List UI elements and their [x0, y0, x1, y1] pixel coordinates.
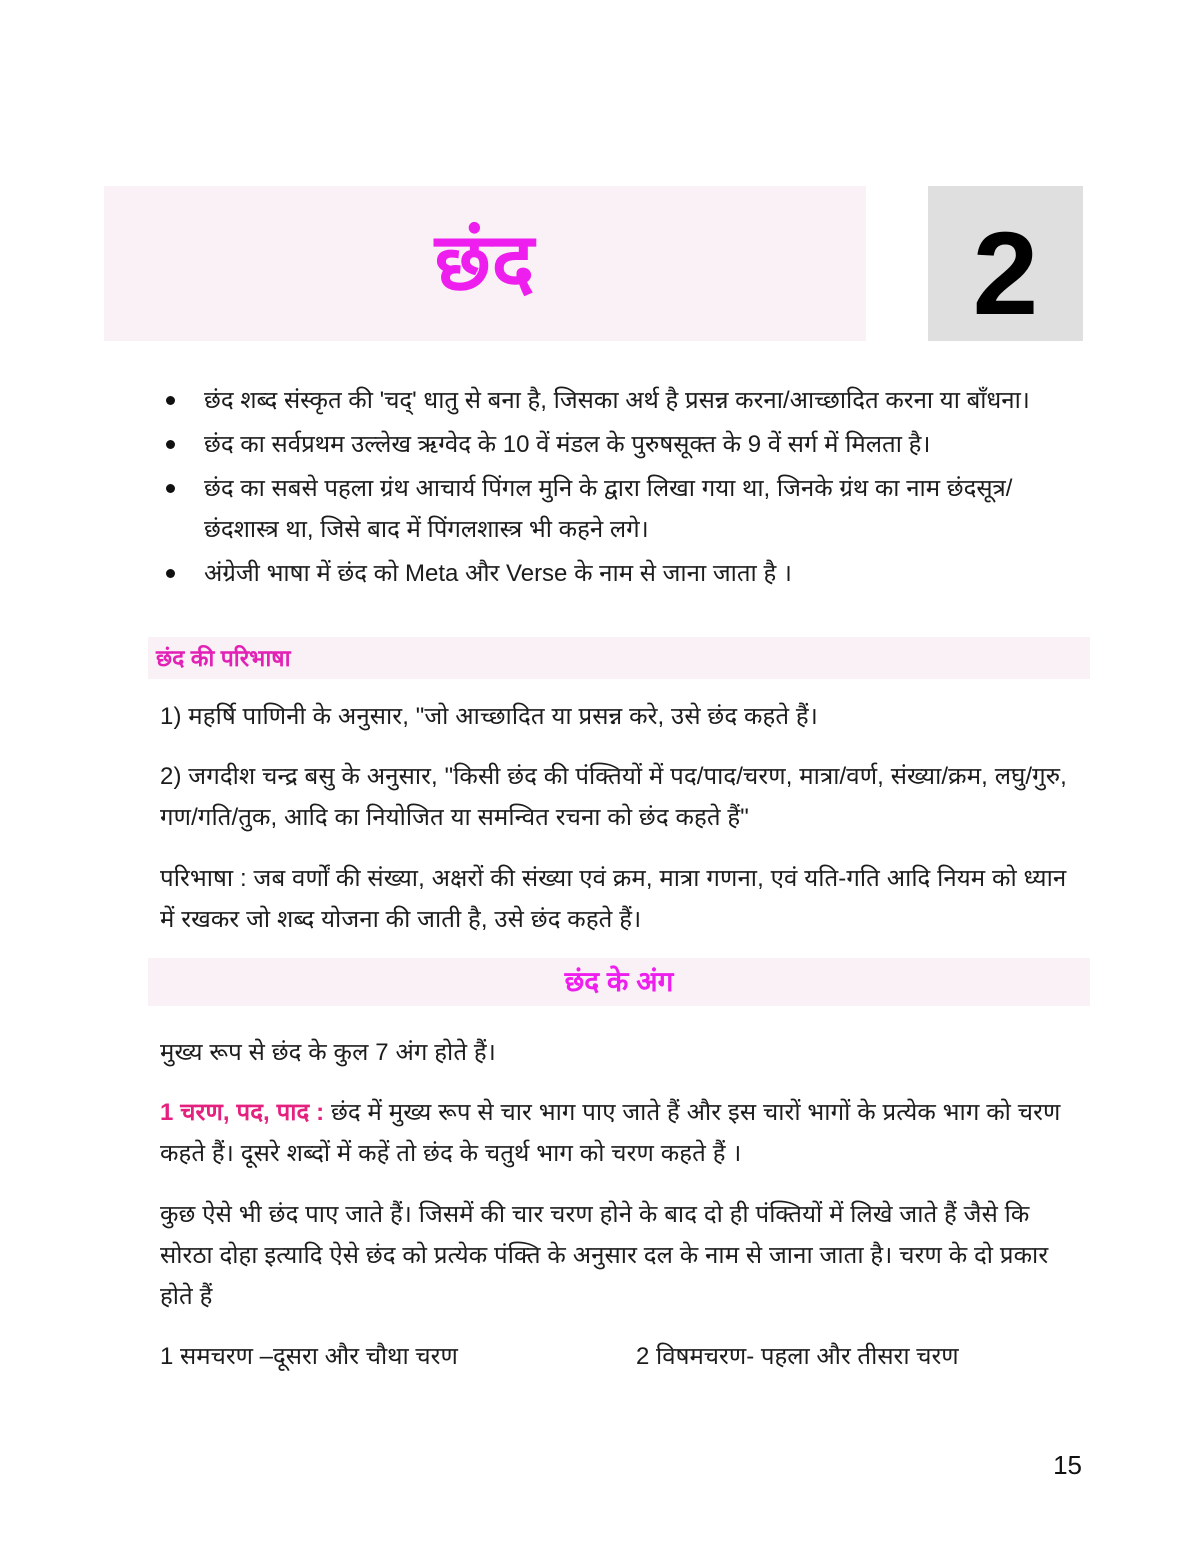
- charan-types-row: [160, 1337, 1080, 1377]
- parts-item-1-note: कुछ ऐसे भी छंद पाए जाते हैं। जिसमें की चार चरण होने के बाद दो ही पंक्तियों में लिखे जाते हैं जैसे कि सोरठा दोहा इत्यादि ऐसे छंद को प्रत्येक पंक्ति के अनुसार दल के नाम से जाना जाता है। चरण के दो प्रकार होते हैं: [160, 1201, 1049, 1310]
- list-item-text: अंग्रेजी भाषा में छंद को Meta और Verse के नाम से जाना जाता है ।: [204, 560, 792, 587]
- chapter-number: 2: [972, 208, 1039, 341]
- bullet-dot-icon: [166, 396, 175, 405]
- list-item-text: छंद का सबसे पहला ग्रंथ आचार्य पिंगल मुनि के द्वारा लिखा गया था, जिनके ग्रंथ का नाम छंदसूत्र/छंदशास्त्र था, जिसे बाद में पिंगलशास्त्र भी कहने लगे।: [204, 475, 1013, 543]
- bullet-dot-icon: [166, 569, 175, 578]
- list-item: [160, 424, 1040, 465]
- chapter-header: [0, 186, 1200, 344]
- chapter-number-box: [928, 186, 1083, 341]
- definition-item-3: परिभाषा : जब वर्णों की संख्या, अक्षरों की संख्या एवं क्रम, मात्रा गणना, एवं यति-गति आदि नियम को ध्यान में रखकर जो शब्द योजना की जाती है, उसे छंद कहते हैं।: [160, 865, 1067, 933]
- bullet-dot-icon: [166, 440, 175, 449]
- charan-type-2: 2 विषमचरण- पहला और तीसरा चरण: [636, 1343, 959, 1370]
- page-title: छंद: [434, 216, 536, 306]
- parts-item-1-text: छंद में मुख्य रूप से चार भाग पाए जाते हैं और इस चारों भागों के प्रत्येक भाग को चरण कहते हैं। दूसरे शब्दों में कहें तो छंद के चतुर्थ भाग को चरण कहते हैं ।: [160, 1099, 1061, 1167]
- intro-bullet-list: [160, 380, 1040, 597]
- list-item-text: छंद शब्द संस्कृत की 'चद्' धातु से बना है, जिसका अर्थ है प्रसन्न करना/आच्छादित करना या बाँधना।: [204, 387, 1030, 414]
- chapter-title-band: [104, 186, 866, 341]
- parts-lead-line: मुख्य रूप से छंद के कुल 7 अंग होते हैं।: [160, 1039, 496, 1066]
- parts-heading: छंद के अंग: [564, 966, 674, 997]
- list-item-text: छंद का सर्वप्रथम उल्लेख ऋग्वेद के 10 वें मंडल के पुरुषसूक्त के 9 वें सर्ग में मिलता है।: [204, 431, 931, 458]
- charan-type-1: 1 समचरण –दूसरा और चौथा चरण: [160, 1343, 458, 1370]
- definition-heading-band: [148, 637, 1090, 679]
- list-item: [160, 553, 1040, 594]
- definition-heading: छंद की परिभाषा: [156, 645, 291, 671]
- parts-item-1: [160, 1092, 1078, 1174]
- parts-item-1-label: 1 चरण, पद, पाद :: [160, 1099, 325, 1126]
- page-number: 15: [1053, 1450, 1082, 1480]
- bullet-dot-icon: [166, 484, 175, 493]
- list-item: [160, 380, 1040, 421]
- list-item: [160, 468, 1040, 550]
- parts-heading-band: [148, 958, 1090, 1006]
- definition-item-1: 1) महर्षि पाणिनी के अनुसार, "जो आच्छादित या प्रसन्न करे, उसे छंद कहते हैं।: [160, 703, 818, 730]
- definition-item-2: 2) जगदीश चन्द्र बसु के अनुसार, "किसी छंद की पंक्तियों में पद/पाद/चरण, मात्रा/वर्ण, संख्या/क्रम, लघु/गुरु, गण/गति/तुक, आदि का नियोजित या समन्वित रचना को छंद कहते हैं": [160, 763, 1067, 831]
